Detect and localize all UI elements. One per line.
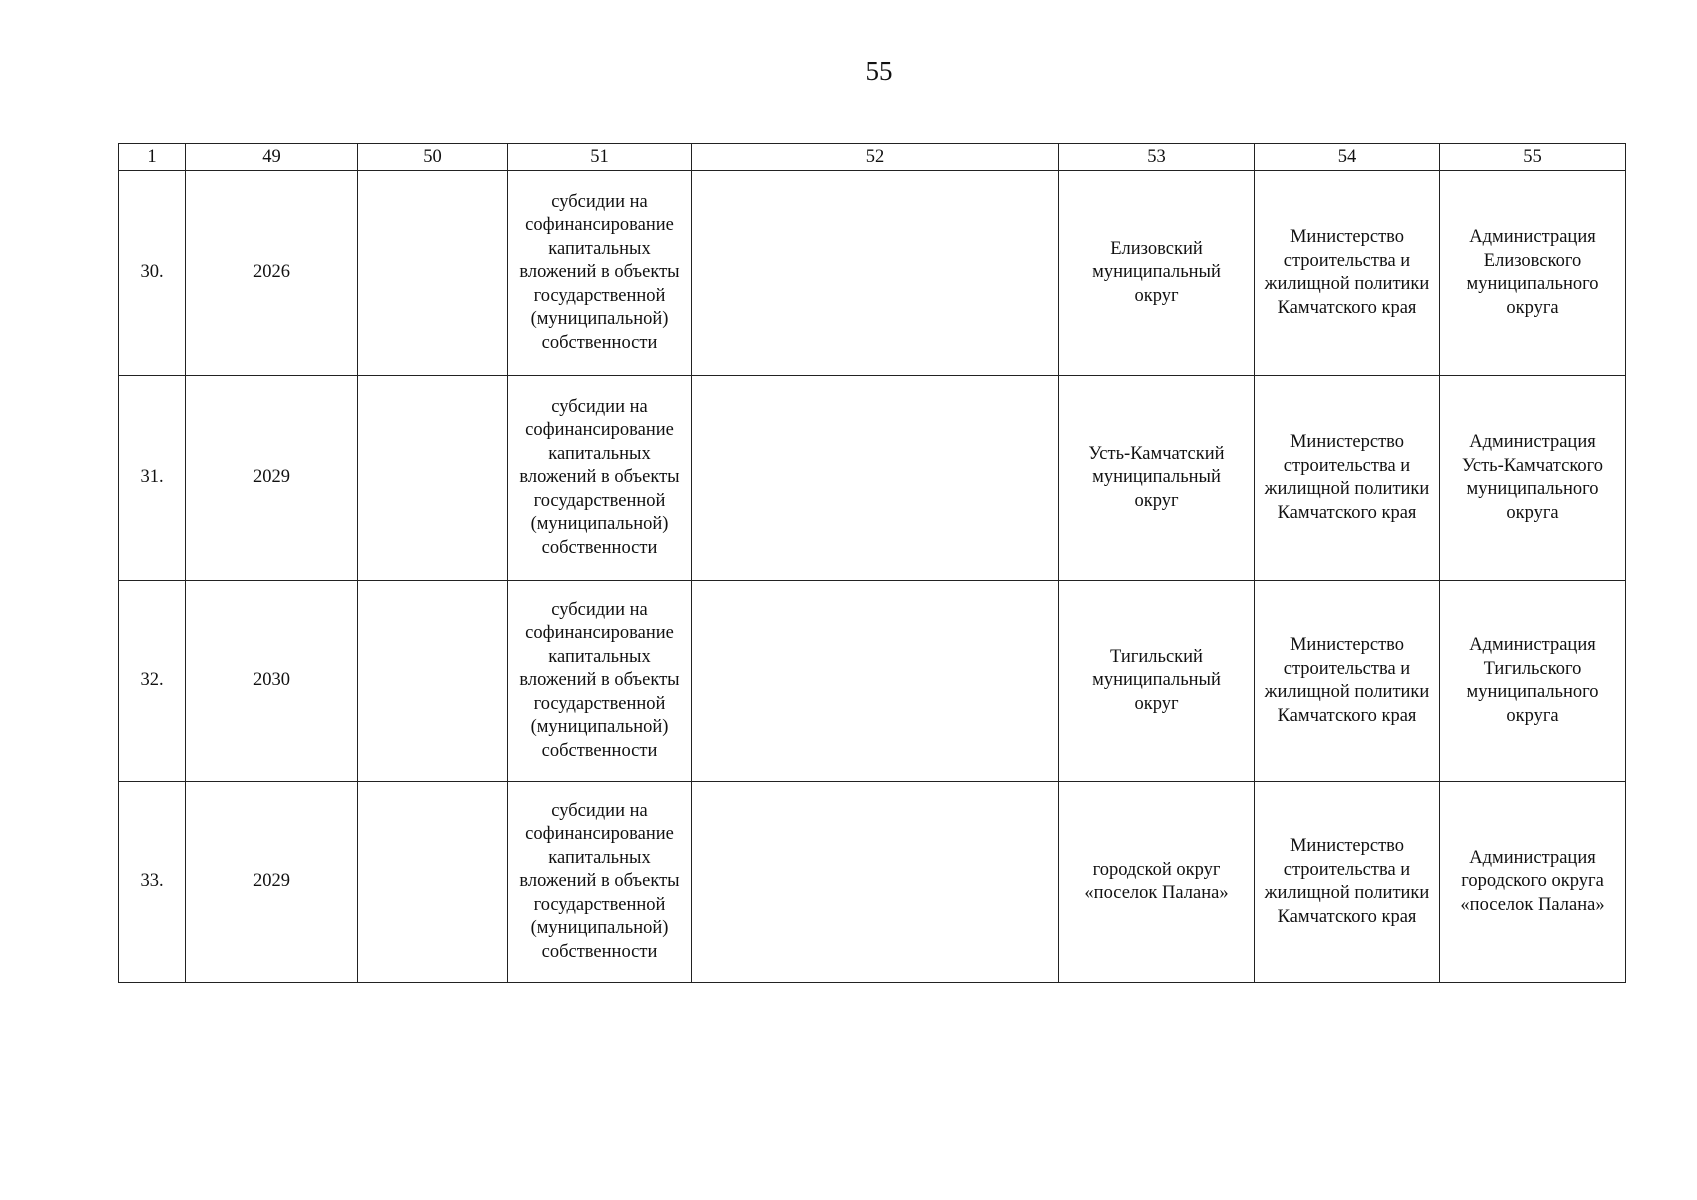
administration-text: Администрация городского округа «поселок Палана» xyxy=(1460,847,1605,915)
row-number-cell: 33. xyxy=(119,782,186,983)
row-number-cell: 31. xyxy=(119,376,186,581)
ministry-cell xyxy=(1255,782,1440,983)
ministry-cell xyxy=(1255,376,1440,581)
col-50-cell xyxy=(358,581,508,782)
subsidy-type-cell xyxy=(508,376,692,581)
header-cell-col-1: 1 xyxy=(119,144,186,171)
administration-cell xyxy=(1440,376,1626,581)
year-cell: 2026 xyxy=(186,171,358,376)
subsidy-type-text: субсидии на софинансирование капитальных вложений в объекты государственной (муниципальной) собственности xyxy=(519,800,680,962)
subsidy-type-cell xyxy=(508,782,692,983)
subsidy-type-text: субсидии на софинансирование капитальных вложений в объекты государственной (муниципальной) собственности xyxy=(519,396,680,558)
col-52-cell xyxy=(692,581,1059,782)
page-number: 55 xyxy=(865,56,893,86)
municipality-cell xyxy=(1059,581,1255,782)
administration-text: Администрация Тигильского муниципального округа xyxy=(1466,635,1599,726)
year-cell: 2029 xyxy=(186,376,358,581)
municipality-text: Елизовский муниципальный округ xyxy=(1092,238,1221,306)
table-row xyxy=(119,782,1626,983)
administration-cell xyxy=(1440,581,1626,782)
municipality-cell xyxy=(1059,376,1255,581)
table-row xyxy=(119,171,1626,376)
col-50-cell xyxy=(358,376,508,581)
col-52-cell xyxy=(692,376,1059,581)
header-cell-col-54: 54 xyxy=(1255,144,1440,171)
subsidy-type-cell xyxy=(508,171,692,376)
ministry-cell xyxy=(1255,171,1440,376)
header-row xyxy=(119,144,1626,171)
subsidy-type-text: субсидии на софинансирование капитальных вложений в объекты государственной (муниципальной) собственности xyxy=(519,191,680,353)
ministry-text: Министерство строительства и жилищной политики Камчатского края xyxy=(1264,836,1430,927)
administration-text: Администрация Елизовского муниципального округа xyxy=(1466,227,1599,318)
municipality-cell xyxy=(1059,782,1255,983)
col-50-cell xyxy=(358,782,508,983)
municipality-cell xyxy=(1059,171,1255,376)
subsidy-type-text: субсидии на софинансирование капитальных вложений в объекты государственной (муниципальной) собственности xyxy=(519,599,680,761)
header-cell-col-49: 49 xyxy=(186,144,358,171)
row-number-cell: 30. xyxy=(119,171,186,376)
municipality-text: Тигильский муниципальный округ xyxy=(1092,646,1221,714)
header-cell-col-51: 51 xyxy=(508,144,692,171)
table-row xyxy=(119,376,1626,581)
municipality-text: Усть-Камчатский муниципальный округ xyxy=(1088,443,1225,511)
year-cell: 2029 xyxy=(186,782,358,983)
administration-cell xyxy=(1440,171,1626,376)
administration-cell xyxy=(1440,782,1626,983)
header-cell-col-50: 50 xyxy=(358,144,508,171)
header-cell-col-52: 52 xyxy=(692,144,1059,171)
administration-text: Администрация Усть-Камчатского муниципального округа xyxy=(1461,432,1604,523)
subsidy-type-cell xyxy=(508,581,692,782)
header-cell-col-53: 53 xyxy=(1059,144,1255,171)
year-cell: 2030 xyxy=(186,581,358,782)
ministry-text: Министерство строительства и жилищной политики Камчатского края xyxy=(1264,227,1430,318)
col-52-cell xyxy=(692,171,1059,376)
header-cell-col-55: 55 xyxy=(1440,144,1626,171)
col-52-cell xyxy=(692,782,1059,983)
ministry-cell xyxy=(1255,581,1440,782)
municipality-text: городской округ «поселок Палана» xyxy=(1084,859,1229,903)
ministry-text: Министерство строительства и жилищной политики Камчатского края xyxy=(1264,635,1430,726)
ministry-text: Министерство строительства и жилищной политики Камчатского края xyxy=(1264,432,1430,523)
row-number-cell: 32. xyxy=(119,581,186,782)
table-row xyxy=(119,581,1626,782)
col-50-cell xyxy=(358,171,508,376)
data-table xyxy=(118,143,1626,983)
